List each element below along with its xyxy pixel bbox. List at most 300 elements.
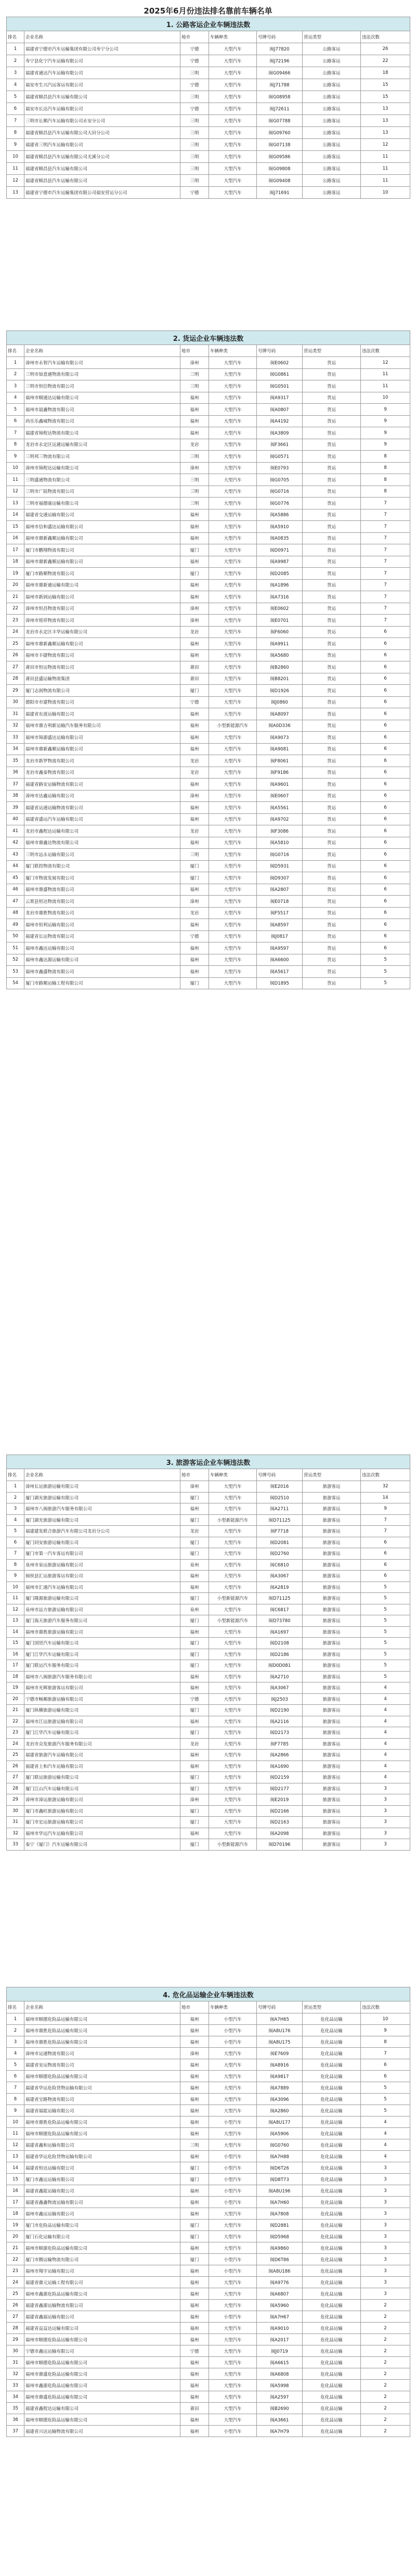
table-cell: 大型汽车 [209, 1537, 257, 1548]
table-cell: 龙岩市永定区运通运输有限公司 [24, 439, 180, 451]
table-cell: 福建省鑫源运输物流有限公司 [24, 2300, 180, 2311]
table-cell: 15 [361, 79, 410, 91]
table-cell: 闽B2690 [257, 2403, 303, 2414]
table-cell: 福州 [180, 2036, 209, 2048]
column-header: 车辆种类 [209, 31, 257, 43]
table-row [7, 720, 410, 732]
table-cell: 4 [361, 1761, 410, 1772]
table-cell: 旅游客运 [303, 1727, 361, 1739]
table-cell: 厦门江华汽车运输有限公司 [24, 1649, 180, 1660]
table-cell: 宁德市鑫运运输有限公司 [24, 2345, 180, 2357]
table-cell: 6 [361, 696, 410, 708]
table-row [7, 368, 410, 380]
table-cell: 6 [7, 2071, 24, 2082]
table-cell: 漳州 [180, 1481, 209, 1493]
table-cell: 小型汽车 [209, 2254, 257, 2265]
table-cell: 货运 [303, 696, 361, 708]
table-row [7, 163, 410, 175]
table-cell: 小型汽车 [209, 2162, 257, 2174]
table-row [7, 884, 410, 896]
table-cell: 大型汽车 [209, 732, 257, 744]
table-cell: 货运 [303, 380, 361, 392]
table-cell: 福州 [180, 2311, 209, 2323]
table-cell: 大型汽车 [209, 2414, 257, 2426]
table-row [7, 673, 410, 685]
table-cell: 宁德 [180, 930, 209, 942]
table-cell: 闽A8916 [257, 2059, 303, 2071]
table-cell: 闽A0835 [257, 532, 303, 544]
table-cell: 6 [361, 825, 410, 837]
table-cell: 福州市鼎鑫达物流有限公司 [24, 837, 180, 849]
table-cell: 危化品运输 [303, 2025, 361, 2036]
table-cell: 福建省恒达运输有限公司 [24, 2162, 180, 2174]
table-cell: 三明市福德康运输有限公司 [24, 498, 180, 509]
table-cell: 闽D70196 [257, 1839, 303, 1851]
table-cell: 大型汽车 [209, 103, 257, 115]
table-cell: 闽G0501 [257, 380, 303, 392]
table-cell: 福州市八闽旅游汽车服务有限公司 [24, 1671, 180, 1682]
table-cell: 闽A9010 [257, 2323, 303, 2334]
table-cell: 大型汽车 [209, 427, 257, 439]
table-row [7, 1738, 410, 1750]
table-row [7, 649, 410, 661]
table-cell: 闽D1926 [257, 685, 303, 697]
table-cell: 福州市顺源危险品运输有限公司 [24, 2242, 180, 2254]
table-row [7, 708, 410, 720]
table-cell: 3 [361, 1839, 410, 1851]
table-cell: 6 [361, 896, 410, 908]
table-cell: 货运 [303, 767, 361, 779]
table-cell: 闽G0716 [257, 486, 303, 498]
table-cell: 30 [7, 1805, 24, 1817]
table-cell: 福州 [180, 2197, 209, 2208]
table-cell: 厦门 [180, 1772, 209, 1783]
table-header-row [7, 2001, 410, 2013]
table-cell: 福州 [180, 649, 209, 661]
table-cell: 14 [7, 1626, 24, 1638]
table-cell: 大型汽车 [209, 942, 257, 954]
table-cell: 35 [7, 2403, 24, 2414]
table-cell: 4 [7, 79, 24, 91]
table-row [7, 556, 410, 568]
table-cell: 13 [361, 127, 410, 139]
table-row [7, 486, 410, 498]
table-cell: 7 [7, 427, 24, 439]
table-cell: 33 [7, 1839, 24, 1851]
table-row [7, 2071, 410, 2082]
table-cell: 闽A7808 [257, 2208, 303, 2220]
table-cell: 6 [361, 1559, 410, 1571]
table-cell: 大型汽车 [209, 392, 257, 404]
table-cell: 闽A9860 [257, 2242, 303, 2254]
table-cell: 福州市鑫达运输有限公司 [24, 942, 180, 954]
table-cell: 闽A1697 [257, 1626, 303, 1638]
table-cell: 大型汽车 [209, 872, 257, 884]
table-cell: 15 [7, 2174, 24, 2185]
table-cell: 货运 [303, 357, 361, 369]
table-cell: 闽A2819 [257, 1582, 303, 1593]
table-cell: 福州 [180, 2288, 209, 2300]
table-cell: 大型汽车 [209, 1727, 257, 1739]
table-cell: 三明市广陆物流有限公司 [24, 486, 180, 498]
table-cell: 9 [7, 1571, 24, 1582]
table-cell: 福建省顺昌县汽车运输有限公司 [24, 175, 180, 187]
table-cell: 厦门湖光旅游运输有限公司 [24, 1492, 180, 1503]
table-cell: 大型汽车 [209, 1693, 257, 1705]
column-header: 号牌号码 [257, 1469, 303, 1481]
table-cell: 小型新能源汽车 [209, 1593, 257, 1604]
table-cell: 闽A5906 [257, 2128, 303, 2139]
table-cell: 6 [361, 813, 410, 825]
table-cell: 17 [7, 1660, 24, 1672]
table-cell: 9 [361, 415, 410, 427]
table-cell: 旅游客运 [303, 1649, 361, 1660]
table-cell: 28 [7, 1783, 24, 1794]
table-cell: 4 [361, 1716, 410, 1727]
table-cell: 泉州 [180, 1559, 209, 1571]
table-cell: 33 [7, 2380, 24, 2391]
table-row [7, 2231, 410, 2242]
table-cell: 危化品运输 [303, 2208, 361, 2220]
table-cell: 9 [7, 139, 24, 151]
table-row [7, 1582, 410, 1593]
table-cell: 福州 [180, 2185, 209, 2197]
table-cell: 闽G09408 [257, 175, 303, 187]
table-cell: 三明市恒信物流有限公司 [24, 380, 180, 392]
table-cell: 6 [361, 860, 410, 872]
table-cell: 货运 [303, 404, 361, 416]
table-cell: 大型汽车 [209, 813, 257, 825]
table-cell: 货运 [303, 474, 361, 486]
table-cell: 福建省顺昌县汽车运输有限公司 [24, 163, 180, 175]
table-cell: 大型汽车 [209, 2128, 257, 2139]
section-title: 1. 公路客运企业车辆违法数 [7, 17, 410, 31]
table-cell: 闽F3661 [257, 439, 303, 451]
table-cell: 厦门联运汽车服务有限公司 [24, 1660, 180, 1672]
table-cell: 大型汽车 [209, 1738, 257, 1750]
table-cell: 7 [7, 1548, 24, 1560]
table-cell: 4 [361, 1750, 410, 1761]
table-cell: 1 [7, 43, 24, 55]
table-cell: 闽A1690 [257, 1761, 303, 1772]
table-cell: 福州 [180, 1571, 209, 1582]
table-cell: 福州 [180, 2391, 209, 2403]
table-cell: 闽D71125 [257, 1593, 303, 1604]
table-cell: 闽A1896 [257, 579, 303, 591]
table-cell: 2 [7, 1492, 24, 1503]
table-cell: 三明市如意通物流有限公司 [24, 368, 180, 380]
section-title: 3. 旅游客运企业车辆违法数 [7, 1455, 410, 1469]
table-cell: 福建省鑫和运输有限公司 [24, 2139, 180, 2151]
table-cell: 大型汽车 [209, 1794, 257, 1806]
table-cell: 福建省兴达运输物流有限公司 [24, 2426, 180, 2437]
table-row [7, 732, 410, 744]
table-cell: 32 [361, 1481, 410, 1493]
table-cell: 福州市晨鑫物流有限公司 [24, 404, 180, 416]
table-cell: 三明 [180, 2139, 209, 2151]
table-cell: 厦门志润物流有限公司 [24, 685, 180, 697]
table-cell: 25 [7, 2288, 24, 2300]
table-row [7, 2116, 410, 2128]
table-cell: 三明 [180, 474, 209, 486]
table-row [7, 427, 410, 439]
column-header: 营运类型 [303, 2001, 361, 2013]
table-cell: 福州市鼎盛物流有限公司 [24, 884, 180, 896]
table-cell: 11 [361, 368, 410, 380]
table-cell: 福州 [180, 1750, 209, 1761]
table-cell: 大型汽车 [209, 1660, 257, 1672]
table-cell: 闽D2166 [257, 1805, 303, 1817]
table-cell: 莆田 [180, 2403, 209, 2414]
table-cell: 大型汽车 [209, 825, 257, 837]
table-cell: 32 [7, 2368, 24, 2380]
table-cell: 厦门 [180, 2254, 209, 2265]
table-cell: 大型汽车 [209, 790, 257, 802]
table-cell: 闽D2186 [257, 1649, 303, 1660]
table-cell: 大型汽车 [209, 1805, 257, 1817]
violation-table [6, 1987, 410, 2437]
table-cell: 福州市鑫源危险品运输有限公司 [24, 2380, 180, 2391]
table-cell: 闽A9317 [257, 392, 303, 404]
table-cell: 货运 [303, 427, 361, 439]
table-cell: 大型汽车 [209, 907, 257, 919]
table-cell: 大型汽车 [209, 591, 257, 603]
table-cell: 6 [361, 872, 410, 884]
table-cell: 52 [7, 954, 24, 966]
table-cell: 34 [7, 2391, 24, 2403]
table-cell: 12 [361, 139, 410, 151]
table-cell: 大型汽车 [209, 163, 257, 175]
table-cell: 8 [361, 2036, 410, 2048]
table-cell: 货运 [303, 685, 361, 697]
table-cell: 19 [7, 1682, 24, 1694]
table-row [7, 439, 410, 451]
table-row [7, 696, 410, 708]
table-cell: 闽D2881 [257, 2220, 303, 2231]
table-cell: 大型汽车 [209, 860, 257, 872]
table-cell: 9 [7, 451, 24, 463]
table-cell: 8 [361, 451, 410, 463]
table-cell: 小型汽车 [209, 2025, 257, 2036]
table-cell: 15 [7, 1638, 24, 1649]
table-row [7, 2311, 410, 2323]
table-cell: 福州 [180, 2025, 209, 2036]
table-cell: 闽G0716 [257, 849, 303, 861]
table-cell: 闽A6807 [257, 2288, 303, 2300]
table-cell: 货运 [303, 603, 361, 615]
table-cell: 6 [361, 661, 410, 673]
table-cell: 7 [361, 509, 410, 521]
table-cell: 货运 [303, 813, 361, 825]
table-cell: 12 [361, 357, 410, 369]
table-cell: 大型汽车 [209, 498, 257, 509]
table-cell: 闽G0571 [257, 451, 303, 463]
table-cell: 货运 [303, 544, 361, 556]
table-cell: 福州 [180, 966, 209, 978]
table-cell: 危化品运输 [303, 2036, 361, 2048]
table-cell: 福州 [180, 2013, 209, 2025]
table-cell: 闽F8061 [257, 755, 303, 767]
table-cell: 6 [361, 779, 410, 790]
table-cell: 7 [361, 1526, 410, 1537]
table-cell: 闽A2098 [257, 1828, 303, 1839]
table-cell: 大型汽车 [209, 1817, 257, 1828]
table-cell: 闽G09760 [257, 127, 303, 139]
table-cell: 货运 [303, 708, 361, 720]
table-cell: 三明 [180, 175, 209, 187]
table-row [7, 1604, 410, 1615]
table-cell: 三明 [180, 368, 209, 380]
table-cell: 公路客运 [303, 115, 361, 127]
table-cell: 大型汽车 [209, 139, 257, 151]
table-cell: 福州 [180, 521, 209, 533]
table-cell: 大型汽车 [209, 649, 257, 661]
table-cell: 大型汽车 [209, 474, 257, 486]
table-cell: 福州市鼎盛危险品运输有限公司 [24, 2368, 180, 2380]
table-cell: 龙岩 [180, 767, 209, 779]
table-cell: 大型汽车 [209, 579, 257, 591]
table-cell: 23 [7, 2265, 24, 2277]
table-cell: 福建省盛运汽车运输有限公司 [24, 813, 180, 825]
table-cell: 闽D2177 [257, 1783, 303, 1794]
table-cell: 44 [7, 860, 24, 872]
table-row [7, 872, 410, 884]
table-cell: 危化品运输 [303, 2139, 361, 2151]
table-cell: 旅游客运 [303, 1716, 361, 1727]
table-cell: 大型汽车 [209, 1783, 257, 1794]
table-cell: 公路客运 [303, 43, 361, 55]
table-cell: 闽E0793 [257, 462, 303, 474]
table-cell: 漳州市永智汽车运输有限公司 [24, 357, 180, 369]
table-cell: 危化品运输 [303, 2162, 361, 2174]
table-cell: 9 [7, 2105, 24, 2116]
table-cell: 危化品运输 [303, 2185, 361, 2197]
table-cell: 厦门 [180, 2162, 209, 2174]
table-cell: 2 [361, 2391, 410, 2403]
table-cell: 5 [361, 2094, 410, 2105]
table-row [7, 357, 410, 369]
table-cell: 5 [7, 91, 24, 103]
table-cell: 福州市鑫盛物流有限公司 [24, 966, 180, 978]
table-cell: 福州 [180, 2357, 209, 2368]
column-header: 排名 [7, 345, 24, 357]
table-row [7, 1593, 410, 1604]
table-cell: 10 [7, 462, 24, 474]
table-cell: 3 [361, 1817, 410, 1828]
table-cell: 闽G09586 [257, 151, 303, 163]
table-cell: 4 [361, 2128, 410, 2139]
table-cell: 4 [7, 392, 24, 404]
table-cell: 8 [361, 462, 410, 474]
table-cell: 2 [361, 2357, 410, 2368]
table-cell: 福安市生兴汽运客运有限公司 [24, 79, 180, 91]
table-cell: 闽A3067 [257, 1571, 303, 1582]
table-cell: 3 [361, 2277, 410, 2288]
table-cell: 闽G0760 [257, 2139, 303, 2151]
table-cell: 货运 [303, 849, 361, 861]
table-cell: 8 [361, 474, 410, 486]
table-cell: 福州市江运旅游运输有限公司 [24, 1716, 180, 1727]
table-cell: 福州 [180, 919, 209, 931]
table-cell: 闽E0701 [257, 615, 303, 627]
table-cell: 旅游客运 [303, 1761, 361, 1772]
table-cell: 闽F6060 [257, 626, 303, 638]
table-cell: 福建省上和汽车运输有限公司 [24, 1761, 180, 1772]
table-cell: 9 [361, 1503, 410, 1515]
table-cell: 危化品运输 [303, 2094, 361, 2105]
table-cell: 13 [361, 115, 410, 127]
table-row [7, 1783, 410, 1794]
table-cell: 危化品运输 [303, 2414, 361, 2426]
table-cell: 福州 [180, 954, 209, 966]
table-cell: 危化品运输 [303, 2071, 361, 2082]
table-cell: 7 [361, 498, 410, 509]
table-cell: 货运 [303, 942, 361, 954]
table-cell: 福州 [180, 2334, 209, 2345]
table-cell: 厦门市第一汽车客运有限公司 [24, 1548, 180, 1560]
table-row [7, 779, 410, 790]
table-cell: 福建建发联合旅游汽车有限公司龙岩分公司 [24, 1526, 180, 1537]
table-cell: 大型汽车 [209, 67, 257, 79]
table-cell: 厦门 [180, 1492, 209, 1503]
table-cell: 大型汽车 [209, 615, 257, 627]
table-row [7, 2414, 410, 2426]
table-cell: 货运 [303, 661, 361, 673]
table-cell: 公路客运 [303, 187, 361, 199]
table-cell: 福建省鑫鑫物流运输有限公司 [24, 2197, 180, 2208]
table-cell: 5 [361, 1582, 410, 1593]
table-cell: 旅游客运 [303, 1693, 361, 1705]
table-cell: 危化品运输 [303, 2082, 361, 2094]
table-cell: 3 [7, 1503, 24, 1515]
table-cell: 小型汽车 [209, 2036, 257, 2048]
table-cell: 危化品运输 [303, 2128, 361, 2139]
table-cell: 18 [7, 2208, 24, 2220]
table-cell: 闽A9987 [257, 556, 303, 568]
table-row [7, 966, 410, 978]
table-cell: 45 [7, 872, 24, 884]
table-cell: 厦门海天旅游汽车服务有限公司 [24, 1615, 180, 1627]
table-cell: 闽D5968 [257, 2231, 303, 2242]
table-cell: 12 [7, 1604, 24, 1615]
table-cell: 危化品运输 [303, 2048, 361, 2059]
table-cell: 大型汽车 [209, 521, 257, 533]
table-cell: 大型汽车 [209, 2391, 257, 2403]
table-cell: 货运 [303, 392, 361, 404]
table-cell: 闽A5886 [257, 509, 303, 521]
table-cell: 福州市信和盛达运输有限公司 [24, 521, 180, 533]
table-cell: 5 [361, 2082, 410, 2094]
table-cell: 公路客运 [303, 151, 361, 163]
table-cell: 小型汽车 [209, 2265, 257, 2277]
table-cell: 货运 [303, 743, 361, 755]
table-cell: 闽A5810 [257, 837, 303, 849]
table-cell: 龙岩 [180, 825, 209, 837]
table-cell: 大型汽车 [209, 1761, 257, 1772]
table-cell: 漳州市锦程达运输有限公司 [24, 462, 180, 474]
table-cell: 漳州市运通物流有限公司 [24, 2048, 180, 2059]
table-cell: 货运 [303, 779, 361, 790]
table-cell: 闽E0602 [257, 357, 303, 369]
table-cell: 13 [7, 498, 24, 509]
table-cell: 福州 [180, 708, 209, 720]
table-cell: 福州市顺德危险品运输有限公司 [24, 2013, 180, 2025]
table-cell: 6 [361, 2059, 410, 2071]
table-cell: 福建省旅游汽车运输有限公司 [24, 1750, 180, 1761]
table-cell: 漳州 [180, 790, 209, 802]
table-cell: 小型汽车 [209, 2426, 257, 2437]
table-cell: 闽D1895 [257, 977, 303, 989]
